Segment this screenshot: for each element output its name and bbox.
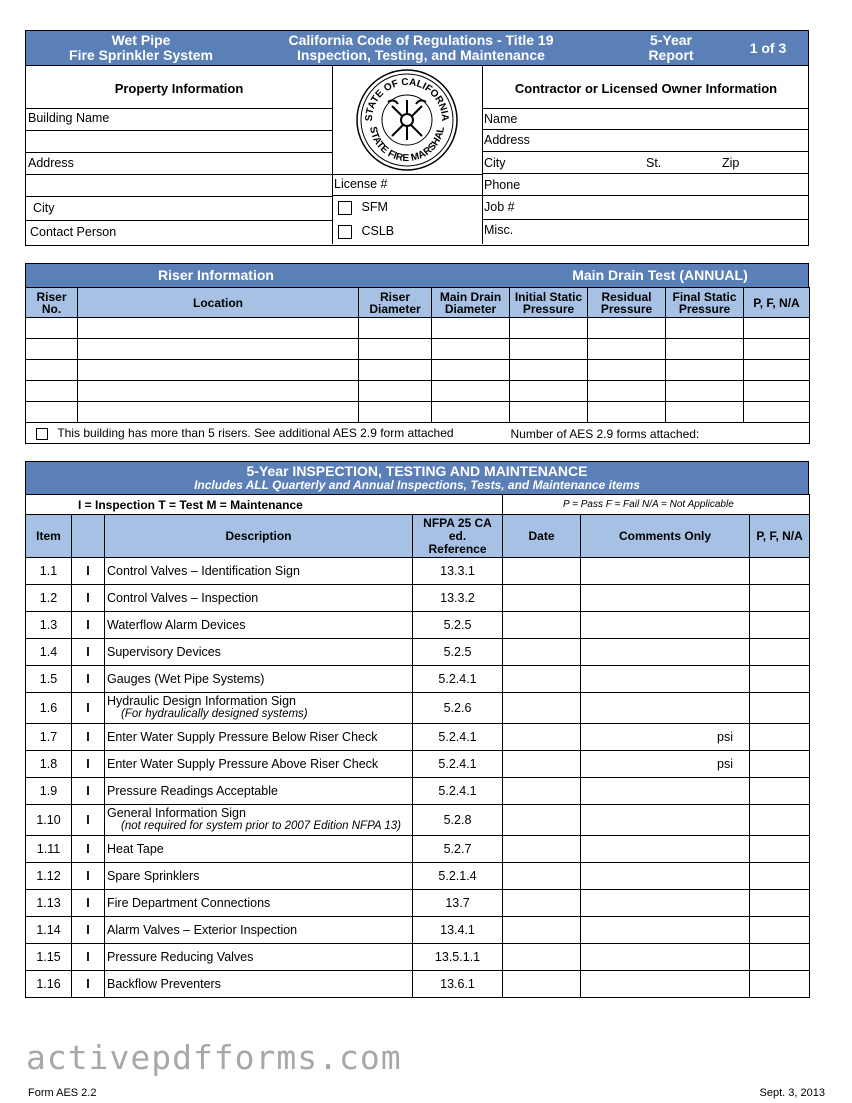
item-comments-field[interactable] xyxy=(581,666,750,693)
item-type: I xyxy=(72,751,105,778)
item-pf-field[interactable] xyxy=(750,917,810,944)
license-label: License # xyxy=(334,177,388,191)
itm-table xyxy=(25,494,810,998)
form-header xyxy=(25,30,809,66)
misc-label: Misc. xyxy=(484,223,514,237)
itm-row xyxy=(26,751,810,778)
item-comments-field[interactable] xyxy=(581,917,750,944)
item-date-field[interactable] xyxy=(503,724,581,751)
riser-info-title: Riser Information xyxy=(158,267,274,283)
item-pf-field[interactable] xyxy=(750,863,810,890)
itm-row xyxy=(26,863,810,890)
property-city-label: City xyxy=(33,201,55,215)
col-pf-na: P, F, N/A xyxy=(750,515,810,558)
contractor-name-label: Name xyxy=(484,112,518,126)
more-risers-checkbox[interactable] xyxy=(36,428,48,440)
item-description xyxy=(105,836,413,863)
itm-row xyxy=(26,666,810,693)
item-number: 1.7 xyxy=(26,724,72,751)
item-type: I xyxy=(72,917,105,944)
item-type: I xyxy=(72,693,105,724)
item-comments-field[interactable] xyxy=(581,890,750,917)
item-pf-field[interactable] xyxy=(750,890,810,917)
item-number: 1.4 xyxy=(26,639,72,666)
contact-person-label: Contact Person xyxy=(30,225,117,239)
sfm-checkbox[interactable] xyxy=(338,201,352,215)
itm-row xyxy=(26,917,810,944)
property-address-label: Address xyxy=(28,156,74,170)
item-type: I xyxy=(72,724,105,751)
item-description-text: Spare Sprinklers xyxy=(107,868,200,883)
watermark: activepdfforms.com xyxy=(26,1038,402,1077)
itm-row xyxy=(26,778,810,805)
item-pf-field[interactable] xyxy=(750,693,810,724)
item-number: 1.1 xyxy=(26,558,72,585)
item-type: I xyxy=(72,666,105,693)
more-risers-text: This building has more than 5 risers. See additional AES 2.9 form attached xyxy=(57,426,454,440)
item-date-field[interactable] xyxy=(503,639,581,666)
item-reference: 13.7 xyxy=(413,890,503,917)
col-main-drain-diameter: Main Drain Diameter xyxy=(432,288,510,318)
item-comments-field[interactable] xyxy=(581,778,750,805)
contractor-title: Contractor or Licensed Owner Information xyxy=(514,81,778,96)
item-type: I xyxy=(72,863,105,890)
page-number: 1 of 3 xyxy=(749,40,787,56)
item-type: I xyxy=(72,971,105,998)
col-date: Date xyxy=(503,515,581,558)
item-reference: 5.2.4.1 xyxy=(413,778,503,805)
item-pf-field[interactable] xyxy=(750,971,810,998)
item-description-text: Gauges (Wet Pipe Systems) xyxy=(107,671,265,686)
item-description-note: (not required for system prior to 2007 Edition NFPA 13) xyxy=(121,820,401,832)
item-comments-field[interactable]: psi xyxy=(581,751,750,778)
item-date-field[interactable] xyxy=(503,944,581,971)
info-block xyxy=(25,66,809,246)
item-description-text: Control Valves – Identification Sign xyxy=(107,563,300,578)
header-right-line1: 5-Year xyxy=(649,32,693,48)
item-pf-field[interactable] xyxy=(750,751,810,778)
item-comments-field[interactable] xyxy=(581,944,750,971)
contractor-address-label: Address xyxy=(484,133,530,147)
item-description xyxy=(105,666,413,693)
item-reference: 5.2.8 xyxy=(413,805,503,836)
item-description xyxy=(105,944,413,971)
item-reference: 5.2.1.4 xyxy=(413,863,503,890)
header-system-title xyxy=(26,33,256,63)
header-regulation-title xyxy=(266,33,576,63)
header-center-line1: California Code of Regulations - Title 19 xyxy=(288,32,554,48)
form-number: Form AES 2.2 xyxy=(28,1087,97,1099)
item-description xyxy=(105,639,413,666)
item-description xyxy=(105,558,413,585)
item-description xyxy=(105,917,413,944)
col-residual: Residual Pressure xyxy=(588,288,666,318)
cslb-option xyxy=(338,224,394,239)
cslb-label: CSLB xyxy=(361,224,395,238)
col-final-static: Final Static Pressure xyxy=(666,288,744,318)
item-date-field[interactable] xyxy=(503,805,581,836)
item-number: 1.10 xyxy=(26,805,72,836)
legend-pf: P = Pass F = Fail N/A = Not Applicable xyxy=(503,495,810,515)
itm-row xyxy=(26,971,810,998)
header-left-line1: Wet Pipe xyxy=(111,32,171,48)
item-number: 1.9 xyxy=(26,778,72,805)
item-description-text: Heat Tape xyxy=(107,841,164,856)
item-comments-field[interactable] xyxy=(581,863,750,890)
col-riser-no: Riser No. xyxy=(26,288,78,318)
item-reference: 5.2.4.1 xyxy=(413,666,503,693)
itm-row xyxy=(26,585,810,612)
item-comments-field[interactable] xyxy=(581,693,750,724)
item-description xyxy=(105,805,413,836)
header-report-type xyxy=(626,33,716,63)
itm-rows xyxy=(26,558,810,998)
property-title: Property Information xyxy=(114,81,244,96)
itm-row xyxy=(26,612,810,639)
item-description-text: Fire Department Connections xyxy=(107,895,271,910)
item-pf-field[interactable] xyxy=(750,612,810,639)
item-type: I xyxy=(72,639,105,666)
item-pf-field[interactable] xyxy=(750,944,810,971)
item-type: I xyxy=(72,944,105,971)
header-left-line2: Fire Sprinkler System xyxy=(69,47,213,63)
item-description-text: Backflow Preventers xyxy=(107,976,221,991)
col-initial-static: Initial Static Pressure xyxy=(510,288,588,318)
item-comments-field[interactable] xyxy=(581,836,750,863)
item-date-field[interactable] xyxy=(503,751,581,778)
item-number: 1.6 xyxy=(26,693,72,724)
item-number: 1.14 xyxy=(26,917,72,944)
col-description: Description xyxy=(105,515,413,558)
seal-bottom-text: STATE FIRE MARSHAL xyxy=(367,125,447,165)
legend-row xyxy=(26,495,810,515)
item-description xyxy=(105,724,413,751)
item-number: 1.11 xyxy=(26,836,72,863)
number-forms-label: Number of AES 2.9 forms attached: xyxy=(510,427,700,441)
item-reference: 13.5.1.1 xyxy=(413,944,503,971)
item-description-text: Enter Water Supply Pressure Below Riser Check xyxy=(107,729,378,744)
item-reference: 5.2.5 xyxy=(413,639,503,666)
contractor-city-label: City xyxy=(484,156,506,170)
item-description xyxy=(105,751,413,778)
item-type: I xyxy=(72,585,105,612)
item-comments-field[interactable] xyxy=(581,639,750,666)
item-description-text: Hydraulic Design Information Sign xyxy=(107,694,296,708)
job-number-label: Job # xyxy=(484,200,515,214)
contractor-zip-label: Zip xyxy=(722,156,740,170)
item-comments-field[interactable] xyxy=(581,558,750,585)
item-date-field[interactable] xyxy=(503,890,581,917)
item-number: 1.2 xyxy=(26,585,72,612)
sfm-option xyxy=(338,200,388,215)
item-type: I xyxy=(72,558,105,585)
col-reference: NFPA 25 CA ed. Reference xyxy=(413,515,503,558)
item-description xyxy=(105,863,413,890)
riser-row xyxy=(26,402,810,423)
itm-row xyxy=(26,944,810,971)
itm-subtitle: Includes ALL Quarterly and Annual Inspections, Tests, and Maintenance items xyxy=(194,478,640,492)
contractor-state-label: St. xyxy=(646,156,662,170)
itm-row xyxy=(26,890,810,917)
item-description-text: Pressure Readings Acceptable xyxy=(107,783,278,798)
item-pf-field[interactable] xyxy=(750,558,810,585)
riser-row xyxy=(26,318,810,339)
item-date-field[interactable] xyxy=(503,558,581,585)
item-date-field[interactable] xyxy=(503,693,581,724)
itm-row xyxy=(26,724,810,751)
itm-header-row xyxy=(26,515,810,558)
item-type: I xyxy=(72,805,105,836)
item-description xyxy=(105,585,413,612)
item-number: 1.15 xyxy=(26,944,72,971)
item-description xyxy=(105,612,413,639)
sfm-label: SFM xyxy=(361,200,388,214)
state-fire-marshal-seal xyxy=(350,68,464,172)
building-name-label: Building Name xyxy=(28,111,110,125)
cslb-checkbox[interactable] xyxy=(338,225,352,239)
item-reference: 13.3.1 xyxy=(413,558,503,585)
item-comments-field[interactable]: psi xyxy=(581,724,750,751)
item-pf-field[interactable] xyxy=(750,639,810,666)
item-number: 1.5 xyxy=(26,666,72,693)
riser-section-header xyxy=(25,263,809,287)
item-description xyxy=(105,890,413,917)
item-number: 1.12 xyxy=(26,863,72,890)
item-description xyxy=(105,778,413,805)
item-pf-field[interactable] xyxy=(750,836,810,863)
item-description-text: General Information Sign xyxy=(107,806,246,820)
legend-itm: I = Inspection T = Test M = Maintenance xyxy=(26,495,503,515)
itm-row xyxy=(26,558,810,585)
item-number: 1.8 xyxy=(26,751,72,778)
item-reference: 13.3.2 xyxy=(413,585,503,612)
main-drain-title: Main Drain Test (ANNUAL) xyxy=(572,267,748,283)
riser-footer-row xyxy=(26,423,810,444)
item-pf-field[interactable] xyxy=(750,666,810,693)
item-reference: 13.6.1 xyxy=(413,971,503,998)
item-date-field[interactable] xyxy=(503,612,581,639)
crossed-axes-icon xyxy=(388,100,426,140)
item-date-field[interactable] xyxy=(503,666,581,693)
property-address-field[interactable] xyxy=(26,174,332,196)
item-description xyxy=(105,971,413,998)
item-date-field[interactable] xyxy=(503,971,581,998)
col-pf-na: P, F, N/A xyxy=(744,288,810,318)
item-reference: 5.2.6 xyxy=(413,693,503,724)
item-date-field[interactable] xyxy=(503,917,581,944)
itm-row xyxy=(26,836,810,863)
item-reference: 5.2.5 xyxy=(413,612,503,639)
item-description-text: Enter Water Supply Pressure Above Riser Check xyxy=(107,756,379,771)
item-pf-field[interactable] xyxy=(750,805,810,836)
item-comments-field[interactable] xyxy=(581,971,750,998)
item-type: I xyxy=(72,612,105,639)
col-item: Item xyxy=(26,515,72,558)
riser-row xyxy=(26,381,810,402)
item-reference: 5.2.4.1 xyxy=(413,724,503,751)
item-comments-field[interactable] xyxy=(581,585,750,612)
item-pf-field[interactable] xyxy=(750,585,810,612)
item-reference: 13.4.1 xyxy=(413,917,503,944)
item-description-text: Control Valves – Inspection xyxy=(107,590,259,605)
item-comments-field[interactable] xyxy=(581,612,750,639)
item-date-field[interactable] xyxy=(503,585,581,612)
riser-row xyxy=(26,360,810,381)
item-comments-field[interactable] xyxy=(581,805,750,836)
riser-header-row xyxy=(26,288,810,318)
riser-table xyxy=(25,287,810,444)
contractor-phone-label: Phone xyxy=(484,178,521,192)
col-location: Location xyxy=(78,288,359,318)
item-number: 1.13 xyxy=(26,890,72,917)
item-description-text: Supervisory Devices xyxy=(107,644,221,659)
itm-row xyxy=(26,805,810,836)
header-center-line2: Inspection, Testing, and Maintenance xyxy=(297,47,545,63)
itm-row xyxy=(26,639,810,666)
item-pf-field[interactable] xyxy=(750,778,810,805)
seal-top-text: STATE OF CALIFORNIA xyxy=(363,76,451,122)
item-description xyxy=(105,693,413,724)
item-description-text: Pressure Reducing Valves xyxy=(107,949,254,964)
itm-title: 5-Year INSPECTION, TESTING AND MAINTENANCE xyxy=(246,463,588,479)
item-pf-field[interactable] xyxy=(750,724,810,751)
item-description-text: Alarm Valves – Exterior Inspection xyxy=(107,922,298,937)
item-number: 1.3 xyxy=(26,612,72,639)
item-reference: 5.2.7 xyxy=(413,836,503,863)
itm-row xyxy=(26,693,810,724)
item-date-field[interactable] xyxy=(503,778,581,805)
building-name-field[interactable] xyxy=(26,130,332,152)
revision-date: Sept. 3, 2013 xyxy=(759,1087,825,1099)
item-description-note: (For hydraulically designed systems) xyxy=(121,708,308,720)
itm-section-header xyxy=(25,461,809,494)
col-comments: Comments Only xyxy=(581,515,750,558)
item-description-text: Waterflow Alarm Devices xyxy=(107,617,246,632)
item-type: I xyxy=(72,778,105,805)
item-date-field[interactable] xyxy=(503,836,581,863)
item-reference: 5.2.4.1 xyxy=(413,751,503,778)
item-type: I xyxy=(72,890,105,917)
header-right-line2: Report xyxy=(648,47,694,63)
col-riser-diameter: Riser Diameter xyxy=(359,288,432,318)
item-date-field[interactable] xyxy=(503,863,581,890)
item-type: I xyxy=(72,836,105,863)
item-number: 1.16 xyxy=(26,971,72,998)
riser-row xyxy=(26,339,810,360)
